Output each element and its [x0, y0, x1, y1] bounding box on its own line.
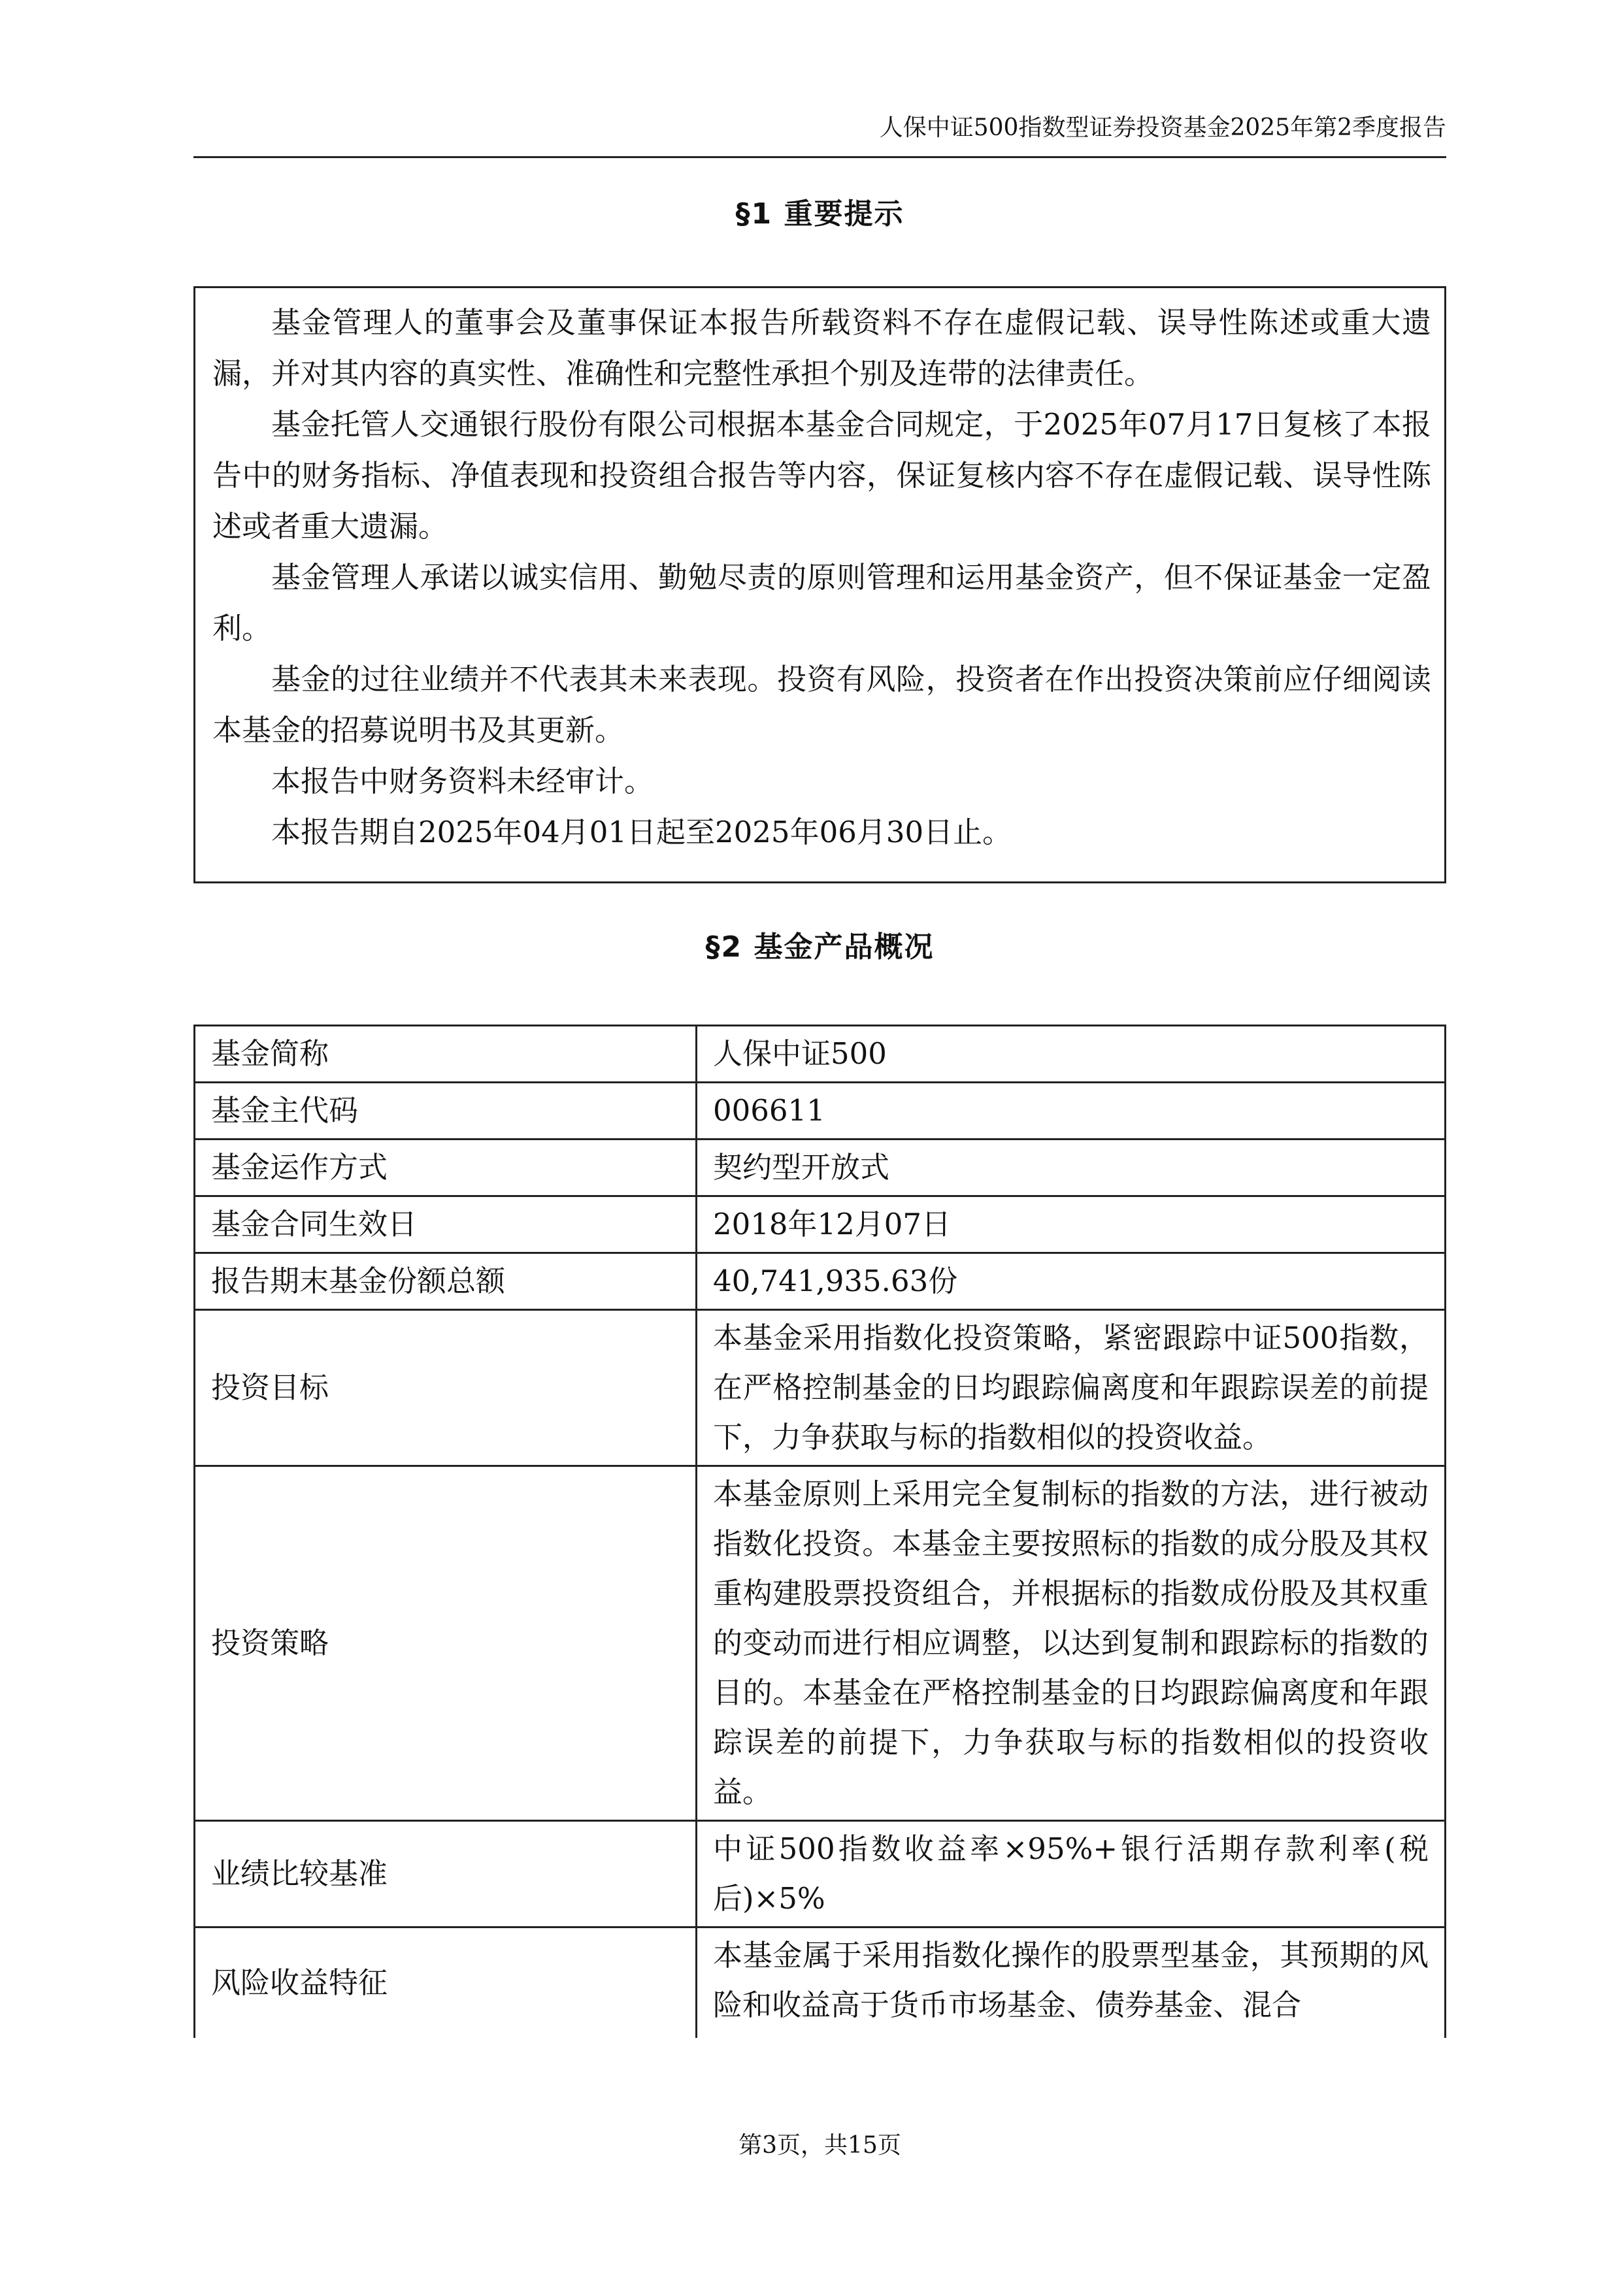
row-key-investment-objective: 投资目标: [195, 1310, 697, 1466]
table-row: [195, 1821, 1446, 1927]
risk-return-key-wrap: [211, 1931, 680, 2035]
row-key-investment-strategy: 投资策略: [195, 1466, 697, 1821]
section2-title: §2 基金产品概况: [705, 930, 935, 964]
row-value-benchmark: 中证500指数收益率×95%+银行活期存款利率(税后)×5%: [697, 1821, 1446, 1927]
important-notice-box: [193, 286, 1446, 883]
table-row: [195, 1310, 1446, 1466]
row-value-investment-strategy: 本基金原则上采用完全复制标的指数的方法，进行被动指数化投资。本基金主要按照标的指数的成分股及其权重构建股票投资组合，并根据标的指数成份股及其权重的变动而进行相应调整，以达到复制和跟踪标的指数的目的。本基金在严格控制基金的日均跟踪偏离度和年跟踪误差的前提下，力争获取与标的指数相似的投资收益。: [697, 1466, 1446, 1821]
table-row: [195, 1253, 1446, 1310]
risk-return-key-text: 风险收益特征: [211, 1965, 388, 2000]
row-value-fund-short-name: 人保中证500: [697, 1026, 1446, 1083]
row-key-fund-code: 基金主代码: [195, 1083, 697, 1140]
section1-title: §1 重要提示: [735, 197, 904, 231]
notice-paragraph: 基金的过往业绩并不代表其未来表现。投资有风险，投资者在作出投资决策前应仔细阅读本基金的招募说明书及其更新。: [212, 662, 1431, 747]
notice-paragraph: 基金管理人承诺以诚实信用、勤勉尽责的原则管理和运用基金资产，但不保证基金一定盈利。: [212, 560, 1431, 646]
row-value-investment-objective: 本基金采用指数化投资策略，紧密跟踪中证500指数，在严格控制基金的日均跟踪偏离度和年跟踪误差的前提下，力争获取与标的指数相似的投资收益。: [697, 1310, 1446, 1466]
page-header: [193, 111, 1446, 158]
row-value-risk-return: [697, 1927, 1446, 2039]
row-value-fund-code: 006611: [697, 1083, 1446, 1140]
row-key-total-shares: 报告期末基金份额总额: [195, 1253, 697, 1310]
row-key-fund-short-name: 基金简称: [195, 1026, 697, 1083]
notice-paragraph: 基金管理人的董事会及董事保证本报告所载资料不存在虚假记载、误导性陈述或重大遗漏，并对其内容的真实性、准确性和完整性承担个别及连带的法律责任。: [212, 305, 1431, 391]
table-row: [195, 1196, 1446, 1253]
risk-return-value-wrap: 本基金属于采用指数化操作的股票型基金，其预期的风险和收益高于货币市场基金、债券基金、混合: [713, 1938, 1429, 2022]
row-key-benchmark: 业绩比较基准: [195, 1821, 697, 1927]
notice-paragraph: 本报告中财务资料未经审计。: [271, 764, 654, 798]
notice-paragraph: 本报告期自2025年04月01日起至2025年06月30日止。: [271, 815, 1012, 849]
notice-paragraph: 基金托管人交通银行股份有限公司根据本基金合同规定，于2025年07月17日复核了本报告中的财务指标、净值表现和投资组合报告等内容，保证复核内容不存在虚假记载、误导性陈述或者重大遗漏。: [212, 407, 1431, 544]
table-row: [195, 1927, 1446, 2039]
row-key-contract-effective-date: 基金合同生效日: [195, 1196, 697, 1253]
report-title: 人保中证500指数型证券投资基金2025年第2季度报告: [879, 114, 1446, 141]
fund-overview-table: [193, 1025, 1446, 2038]
row-value-total-shares: 40,741,935.63份: [697, 1253, 1446, 1310]
row-key-operation-mode: 基金运作方式: [195, 1140, 697, 1196]
table-row: [195, 1083, 1446, 1140]
table-row: [195, 1026, 1446, 1083]
table-row: [195, 1140, 1446, 1196]
row-value-contract-effective-date: 2018年12月07日: [697, 1196, 1446, 1253]
row-value-operation-mode: 契约型开放式: [697, 1140, 1446, 1196]
page-footer: 第3页，共15页: [738, 2132, 901, 2159]
row-key-risk-return: [195, 1927, 697, 2039]
table-row: [195, 1466, 1446, 1821]
